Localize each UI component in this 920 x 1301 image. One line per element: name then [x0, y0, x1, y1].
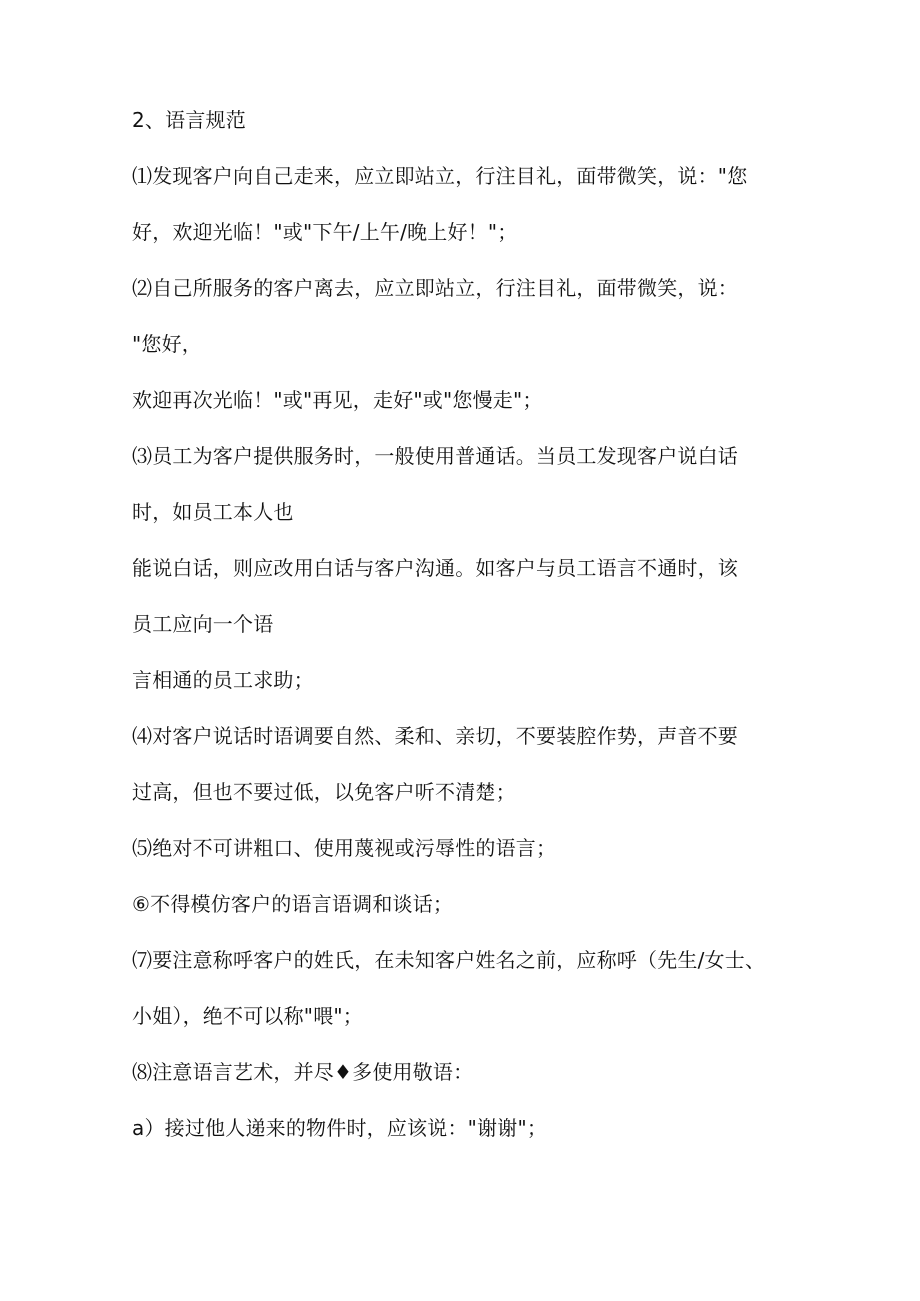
- text-line: 好，欢迎光临！"或"下午/上午/晚上好！"；: [132, 220, 518, 244]
- text-line: 言相通的员工求助；: [132, 668, 314, 692]
- text-line: a）接过他人递来的物件时，应该说："谢谢"；: [132, 1116, 548, 1140]
- text-line: 过高，但也不要过低，以免客户听不清楚；: [132, 780, 516, 804]
- section-heading: 2、语言规范: [132, 108, 246, 132]
- text-line: ⑷对客户说话时语调要自然、柔和、亲切，不要装腔作势，声音不要: [132, 724, 738, 748]
- text-line: ⑵自己所服务的客户离去，应立即站立，行注目礼，面带微笑，说：: [132, 276, 738, 300]
- text-line: 能说白话，则应改用白话与客户沟通。如客户与员工语言不通时，该: [132, 556, 738, 580]
- text-line: 员工应向一个语: [132, 612, 274, 636]
- text-line: ⑴发现客户向自己走来，应立即站立，行注目礼，面带微笑，说："您: [132, 164, 748, 188]
- document-body: [132, 104, 792, 1168]
- text-line: ⑶员工为客户提供服务时，一般使用普通话。当员工发现客户说白话: [132, 444, 738, 468]
- text-line: ⑥不得模仿客户的语言语调和谈话；: [132, 892, 454, 916]
- text-line: 小姐），绝不可以称"喂"；: [132, 1004, 363, 1028]
- text-line: ⑸绝对不可讲粗口、使用蔑视或污辱性的语言；: [132, 836, 557, 860]
- text-line: 欢迎再次光临！"或"再见，走好"或"您慢走"；: [132, 388, 543, 412]
- text-line: ⑺要注意称呼客户的姓氏，在未知客户姓名之前，应称呼（先生/女士、: [132, 948, 766, 972]
- text-line: ⑻注意语言艺术，并尽♦多使用敬语：: [132, 1060, 474, 1084]
- text-line: 时，如员工本人也: [132, 500, 294, 524]
- text-line: "您好，: [132, 332, 202, 356]
